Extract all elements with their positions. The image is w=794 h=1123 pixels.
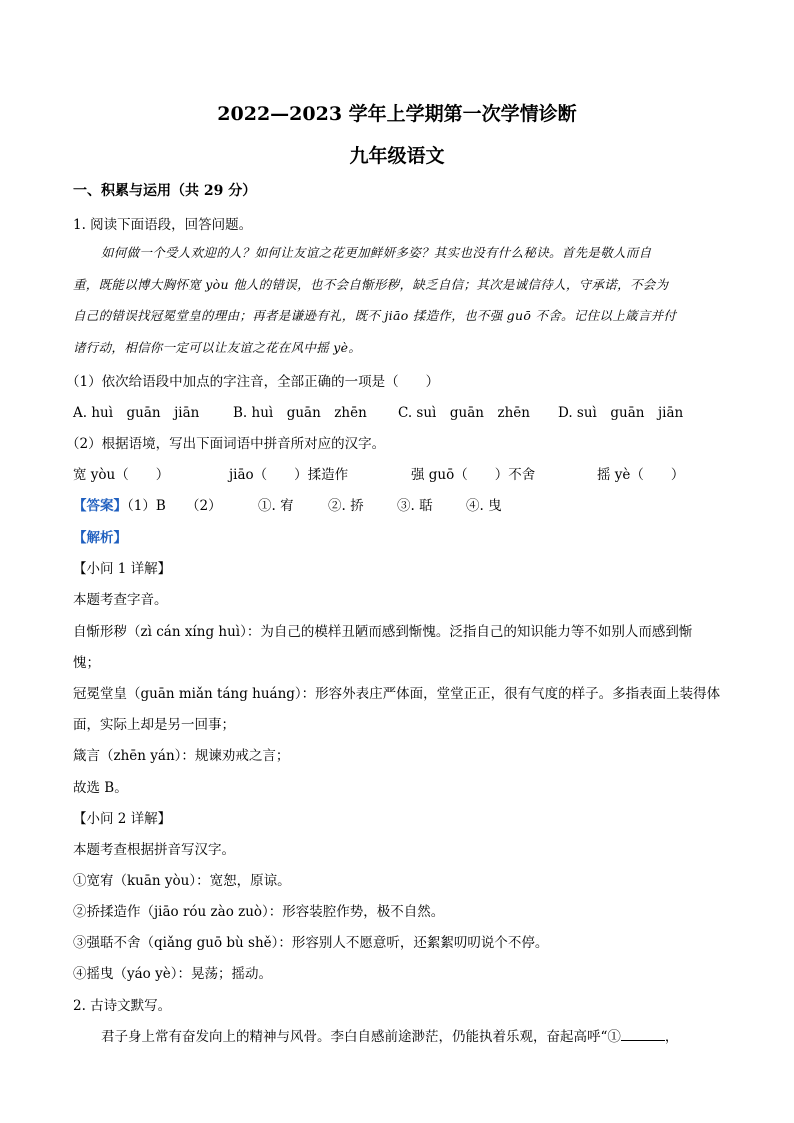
subquestion-2: （2）根据语境，写出下面词语中拼音所对应的汉字。 — [66, 436, 386, 452]
subquestion-1: （1）依次给语段中加点的字注音，全部正确的一项是（ ） — [66, 374, 440, 390]
option-d: D. suì guān jiān — [558, 405, 684, 421]
detail-2-line-4: ③强聒不舍（qiǎng guō bù shě）：形容别人不愿意听，还絮絮叨叨说个不停。 — [73, 935, 549, 951]
answer-row — [73, 494, 222, 514]
exam-subtitle: 九年级语文 — [349, 145, 445, 167]
detail-2-heading: 【小问 2 详解】 — [73, 811, 172, 827]
detail-1-line-6: 箴言（zhēn yán）：规谏劝戒之言； — [73, 748, 290, 764]
passage-line-3: 自己的错误找冠冕堂皇的理由；再者是谦逊有礼，既不 jiāo 揉造作，也不强 guō 不舍。记住以上箴言并付 — [73, 308, 677, 323]
answer-text: （1）B （2） — [127, 498, 222, 514]
answer-item-4: ④. 曳 — [466, 498, 502, 514]
detail-1-line-2: 自惭形秽（zì cán xíng huì）：为自己的模样丑陋而感到惭愧。泛指自己的知识能力等不如别人而感到惭 — [73, 624, 693, 640]
option-c: C. suì guān zhēn — [398, 405, 530, 421]
exam-title: 2022—2023 学年上学期第一次学情诊断 — [217, 103, 577, 125]
fill-item-1: 宽 yòu（ ） — [73, 467, 170, 483]
detail-2-line-5: ④摇曳（yáo yè）：晃荡；摇动。 — [73, 966, 272, 982]
detail-1-line-7: 故选 B。 — [73, 780, 128, 796]
fill-item-3: 强 guō（ ）不舍 — [411, 467, 536, 483]
fill-item-4: 摇 yè（ ） — [597, 467, 685, 483]
detail-1-line-1: 本题考查字音。 — [73, 592, 168, 608]
detail-1-line-5: 面，实际上却是另一回事； — [73, 717, 235, 733]
passage-line-2: 重，既能以博大胸怀宽 yòu 他人的错误，也不会自惭形秽，缺乏自信；其次是诚信待人，守承诺，不会为 — [73, 277, 669, 292]
detail-2-line-3: ②挢揉造作（jiāo róu zào zuò）：形容装腔作势，极不自然。 — [73, 904, 445, 920]
passage-line-4: 诸行动，相信你一定可以让友谊之花在风中摇 yè。 — [73, 340, 362, 355]
answer-label: 【答案】 — [73, 498, 127, 514]
option-a: A. huì guān jiān — [73, 405, 200, 421]
answer-item-3: ③. 聒 — [397, 498, 433, 514]
question-1-stem: 1. 阅读下面语段，回答问题。 — [73, 217, 253, 233]
analysis-label: 【解析】 — [73, 530, 127, 546]
detail-1-heading: 【小问 1 详解】 — [73, 561, 172, 577]
question-2-stem: 2. 古诗文默写。 — [73, 998, 172, 1014]
question-2-text: 君子身上常有奋发向上的精神与风骨。李白自感前途渺茫，仍能执着乐观，奋起高呼“① — [101, 1029, 621, 1045]
passage-line-1: 如何做一个受人欢迎的人？如何让友谊之花更加鲜妍多姿？其实也没有什么秘诀。首先是敬人而自 — [101, 245, 652, 260]
section-heading: 一、积累与运用（共 29 分） — [73, 183, 257, 199]
answer-item-1: ①. 宥 — [258, 498, 294, 514]
answer-blank — [621, 1028, 665, 1041]
answer-item-2: ②. 挢 — [328, 498, 364, 514]
detail-2-line-1: 本题考查根据拼音写汉字。 — [73, 842, 235, 858]
detail-2-line-2: ①宽宥（kuān yòu）：宽恕，原谅。 — [73, 873, 291, 889]
fill-item-2: jiāo（ ）揉造作 — [229, 467, 349, 483]
option-b: B. huì guān zhēn — [233, 405, 367, 421]
detail-1-line-3: 愧； — [73, 655, 100, 671]
question-2-text-end: ， — [664, 1029, 679, 1045]
question-2-line-1 — [101, 1025, 678, 1045]
detail-1-line-4: 冠冕堂皇（guān miǎn táng huáng）：形容外表庄严体面，堂堂正正，很有气度的样子。多指表面上装得体 — [73, 686, 721, 702]
